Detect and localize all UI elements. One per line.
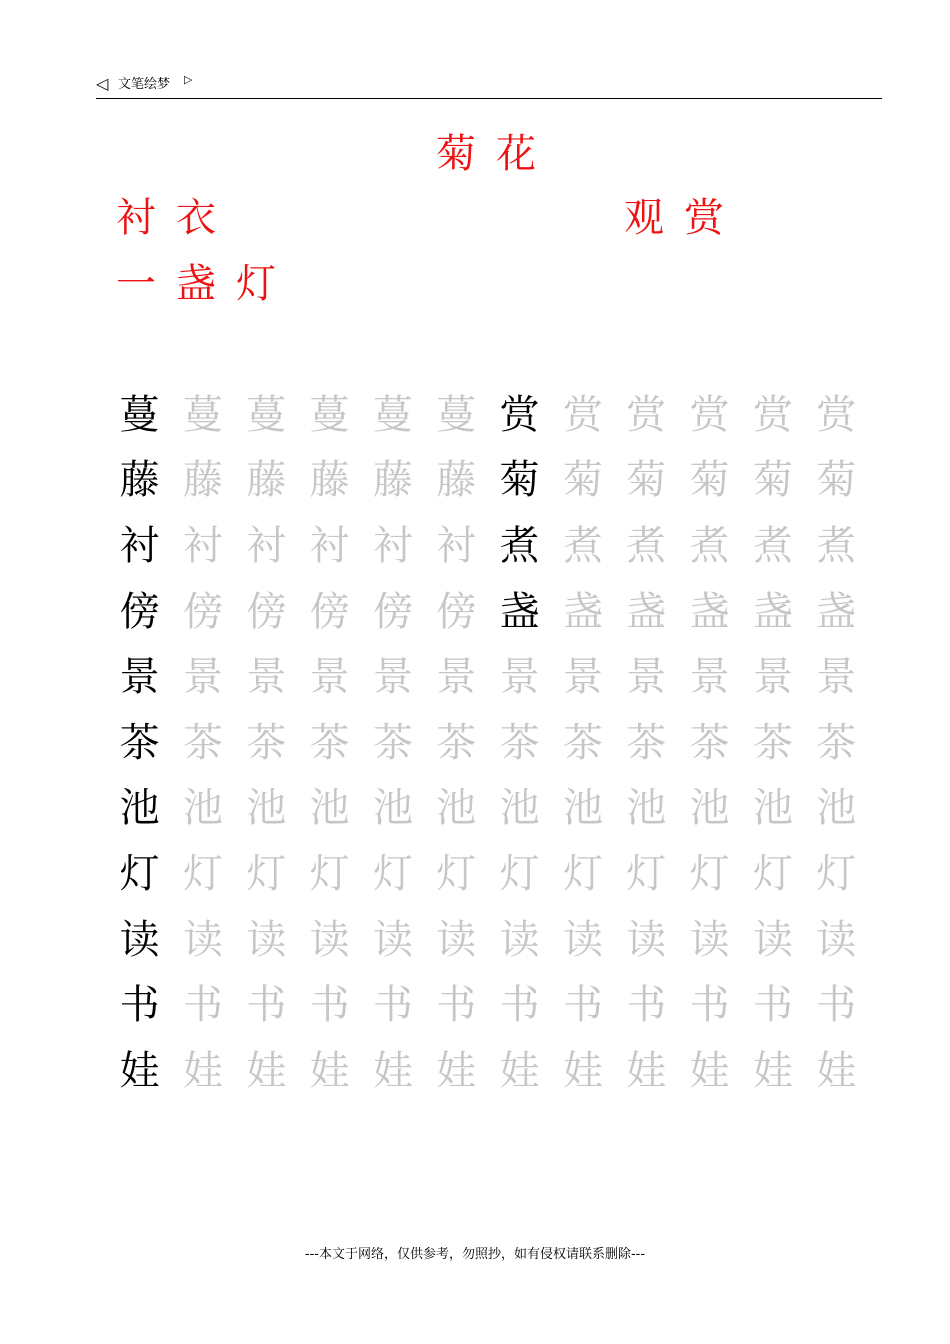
tracing-character: 衬 (436, 522, 477, 569)
tracing-character: 盏 (752, 588, 793, 635)
tracing-character: 池 (309, 785, 350, 832)
model-character: 藤 (119, 457, 160, 504)
tracing-character: 池 (182, 785, 223, 832)
tracing-character: 灯 (309, 850, 350, 897)
practice-row (108, 907, 868, 973)
tracing-character: 读 (309, 916, 350, 963)
tracing-character: 蔓 (182, 391, 223, 438)
tracing-character: 池 (499, 785, 540, 832)
model-character: 读 (119, 916, 160, 963)
tracing-character: 赏 (689, 391, 730, 438)
tracing-character: 池 (436, 785, 477, 832)
tracing-character: 盏 (689, 588, 730, 635)
tracing-character: 煮 (689, 522, 730, 569)
tracing-character: 池 (689, 785, 730, 832)
tracing-character: 傍 (309, 588, 350, 635)
tracing-character: 书 (309, 982, 350, 1029)
tracing-character: 茶 (436, 719, 477, 766)
tracing-character: 书 (246, 982, 287, 1029)
tracing-character: 娃 (752, 1047, 793, 1094)
model-character: 蔓 (119, 391, 160, 438)
tracing-character: 读 (816, 916, 857, 963)
tracing-character: 藤 (246, 457, 287, 504)
tracing-character: 盏 (562, 588, 603, 635)
vocab-word-1: 衬衣 (116, 195, 236, 241)
tracing-character: 书 (816, 982, 857, 1029)
tracing-character: 娃 (626, 1047, 667, 1094)
tracing-character: 茶 (246, 719, 287, 766)
tracing-character: 池 (562, 785, 603, 832)
tracing-character: 娃 (689, 1047, 730, 1094)
tracing-character: 景 (626, 654, 667, 701)
tracing-character: 书 (752, 982, 793, 1029)
tracing-character: 景 (436, 654, 477, 701)
vocab-word-3: 一盏灯 (116, 261, 296, 307)
tracing-character: 赏 (562, 391, 603, 438)
tracing-character: 菊 (626, 457, 667, 504)
tracing-character: 读 (499, 916, 540, 963)
practice-row (108, 579, 868, 645)
tracing-character: 娃 (816, 1047, 857, 1094)
tracing-character: 景 (752, 654, 793, 701)
tracing-character: 景 (689, 654, 730, 701)
tracing-character: 茶 (372, 719, 413, 766)
model-character: 赏 (499, 391, 540, 438)
tracing-character: 景 (182, 654, 223, 701)
tracing-character: 衬 (372, 522, 413, 569)
tracing-character: 盏 (626, 588, 667, 635)
tracing-character: 赏 (752, 391, 793, 438)
model-character: 娃 (119, 1047, 160, 1094)
tracing-character: 读 (752, 916, 793, 963)
model-character: 傍 (119, 588, 160, 635)
tracing-character: 灯 (372, 850, 413, 897)
tracing-character: 茶 (182, 719, 223, 766)
triangle-right-icon: ▷ (184, 73, 193, 86)
tracing-character: 景 (372, 654, 413, 701)
tracing-character: 灯 (182, 850, 223, 897)
tracing-character: 茶 (309, 719, 350, 766)
practice-row (108, 841, 868, 907)
tracing-character: 菊 (752, 457, 793, 504)
tracing-character: 茶 (499, 719, 540, 766)
vocab-word-2: 观赏 (624, 195, 744, 241)
tracing-character: 藤 (309, 457, 350, 504)
header-brand: 文笔绘梦 (118, 77, 171, 92)
tracing-character: 景 (562, 654, 603, 701)
page-header (96, 72, 882, 99)
model-character: 盏 (499, 588, 540, 635)
tracing-character: 藤 (436, 457, 477, 504)
model-character: 衬 (119, 522, 160, 569)
tracing-character: 读 (562, 916, 603, 963)
tracing-character: 灯 (626, 850, 667, 897)
model-character: 书 (119, 982, 160, 1029)
tracing-character: 茶 (626, 719, 667, 766)
practice-row (108, 972, 868, 1038)
vocab-title: 菊花 (436, 131, 556, 177)
tracing-character: 池 (246, 785, 287, 832)
tracing-character: 傍 (182, 588, 223, 635)
tracing-character: 灯 (436, 850, 477, 897)
tracing-character: 书 (562, 982, 603, 1029)
practice-row (108, 644, 868, 710)
tracing-character: 灯 (752, 850, 793, 897)
practice-row (108, 513, 868, 579)
practice-row (108, 448, 868, 514)
tracing-character: 池 (752, 785, 793, 832)
practice-grid (108, 382, 868, 1104)
model-character: 景 (119, 654, 160, 701)
tracing-character: 茶 (689, 719, 730, 766)
tracing-character: 灯 (499, 850, 540, 897)
tracing-character: 景 (309, 654, 350, 701)
tracing-character: 读 (689, 916, 730, 963)
tracing-character: 蔓 (246, 391, 287, 438)
tracing-character: 读 (182, 916, 223, 963)
tracing-character: 煮 (816, 522, 857, 569)
tracing-character: 茶 (816, 719, 857, 766)
tracing-character: 书 (436, 982, 477, 1029)
tracing-character: 池 (626, 785, 667, 832)
tracing-character: 茶 (752, 719, 793, 766)
tracing-character: 娃 (436, 1047, 477, 1094)
tracing-character: 娃 (562, 1047, 603, 1094)
tracing-character: 衬 (182, 522, 223, 569)
tracing-character: 赏 (816, 391, 857, 438)
model-character: 灯 (119, 850, 160, 897)
tracing-character: 池 (816, 785, 857, 832)
tracing-character: 傍 (436, 588, 477, 635)
tracing-character: 娃 (372, 1047, 413, 1094)
tracing-character: 傍 (246, 588, 287, 635)
model-character: 菊 (499, 457, 540, 504)
tracing-character: 盏 (816, 588, 857, 635)
model-character: 煮 (499, 522, 540, 569)
tracing-character: 读 (246, 916, 287, 963)
tracing-character: 煮 (626, 522, 667, 569)
tracing-character: 茶 (562, 719, 603, 766)
tracing-character: 灯 (246, 850, 287, 897)
tracing-character: 煮 (562, 522, 603, 569)
tracing-character: 蔓 (436, 391, 477, 438)
tracing-character: 书 (372, 982, 413, 1029)
tracing-character: 娃 (499, 1047, 540, 1094)
tracing-character: 景 (816, 654, 857, 701)
practice-row (108, 776, 868, 842)
practice-row (108, 1038, 868, 1104)
tracing-character: 蔓 (309, 391, 350, 438)
tracing-character: 读 (436, 916, 477, 963)
tracing-character: 蔓 (372, 391, 413, 438)
tracing-character: 书 (499, 982, 540, 1029)
practice-row (108, 382, 868, 448)
tracing-character: 灯 (689, 850, 730, 897)
model-character: 茶 (119, 719, 160, 766)
tracing-character: 景 (499, 654, 540, 701)
tracing-character: 赏 (626, 391, 667, 438)
tracing-character: 灯 (562, 850, 603, 897)
practice-row (108, 710, 868, 776)
tracing-character: 菊 (689, 457, 730, 504)
tracing-character: 菊 (816, 457, 857, 504)
tracing-character: 衬 (309, 522, 350, 569)
triangle-left-icon: ◁ (96, 74, 109, 93)
tracing-character: 藤 (182, 457, 223, 504)
page-footer: ---本文于网络，仅供参考，勿照抄，如有侵权请联系删除--- (304, 1247, 646, 1262)
tracing-character: 菊 (562, 457, 603, 504)
tracing-character: 娃 (182, 1047, 223, 1094)
tracing-character: 衬 (246, 522, 287, 569)
tracing-character: 读 (626, 916, 667, 963)
tracing-character: 景 (246, 654, 287, 701)
tracing-character: 书 (689, 982, 730, 1029)
tracing-character: 娃 (309, 1047, 350, 1094)
tracing-character: 娃 (246, 1047, 287, 1094)
model-character: 池 (119, 785, 160, 832)
tracing-character: 读 (372, 916, 413, 963)
tracing-character: 灯 (816, 850, 857, 897)
tracing-character: 煮 (752, 522, 793, 569)
tracing-character: 藤 (372, 457, 413, 504)
tracing-character: 书 (626, 982, 667, 1029)
tracing-character: 傍 (372, 588, 413, 635)
tracing-character: 池 (372, 785, 413, 832)
tracing-character: 书 (182, 982, 223, 1029)
